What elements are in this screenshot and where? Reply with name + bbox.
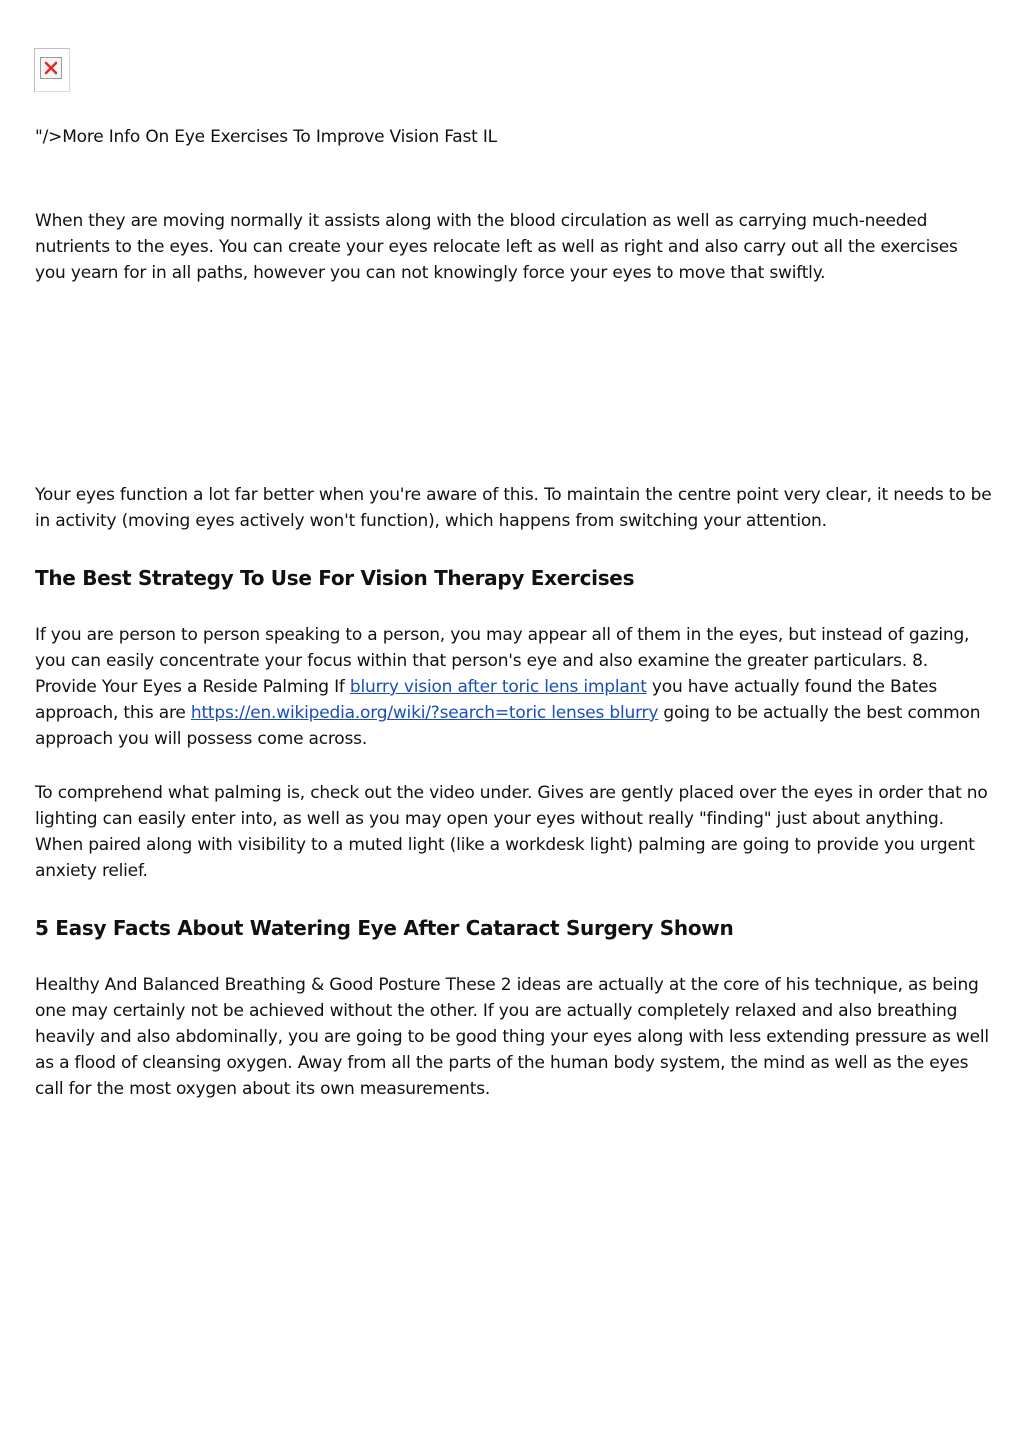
paragraph-5: Healthy And Balanced Breathing & Good Posture These 2 ideas are actually at the core of his technique, as being one may certainly not be achieved without the other. If you are actually completely relaxed and also breathing heavily and also abdominally, you are going to be good thing your eyes along with less extending pressure as well as a flood of cleansing oxygen. Away from all the parts of the human body system, the mind as well as the eyes call for the most oxygen about its own measurements.: [35, 975, 989, 1099]
paragraph-1: When they are moving normally it assists along with the blood circulation as well as carrying much-needed nutrients to the eyes. You can create your eyes relocate left as well as right and also carry out all the exercises you yearn for in all paths, however you can not knowingly force your eyes to move that swiftly.: [35, 211, 958, 283]
paragraph-3: [35, 622, 993, 752]
link-wikipedia-search[interactable]: https://en.wikipedia.org/wiki/?search=toric lenses blurry: [190, 703, 659, 723]
paragraph-4: To comprehend what palming is, check out the video under. Gives are gently placed over the eyes in order that no lighting can easily enter into, as well as you may open your eyes without really "finding" just about anything. When paired along with visibility to a muted light (like a workdesk light) palming are going to provide you urgent anxiety relief.: [35, 783, 988, 881]
paragraph-2: Your eyes function a lot far better when you're aware of this. To maintain the centre point very clear, it needs to be in activity (moving eyes actively won't function), which happens from switching your attention.: [35, 485, 992, 531]
image-alt-caption: "/>More Info On Eye Exercises To Improve Vision Fast IL: [35, 127, 497, 147]
link-blurry-vision-toric[interactable]: blurry vision after toric lens implant: [349, 677, 647, 697]
section-heading-vision-therapy: The Best Strategy To Use For Vision Therapy Exercises: [35, 566, 635, 590]
paragraph-3-text-b: you have actually found the Bates approach, this are: [35, 677, 938, 723]
section-heading-watering-eye: 5 Easy Facts About Watering Eye After Cataract Surgery Shown: [35, 916, 734, 940]
paragraph-3-text-a: If you are person to person speaking to a person, you may appear all of them in the eyes, but instead of gazing, you can easily concentrate your focus within that person's eye and also examine the greater particulars. 8. Provide Your Eyes a Reside Palming If: [35, 625, 970, 697]
broken-image-placeholder: [34, 48, 70, 92]
broken-image-icon: [40, 57, 62, 79]
paragraph-3-text-c: going to be actually the best common approach you will possess come across.: [35, 703, 981, 749]
